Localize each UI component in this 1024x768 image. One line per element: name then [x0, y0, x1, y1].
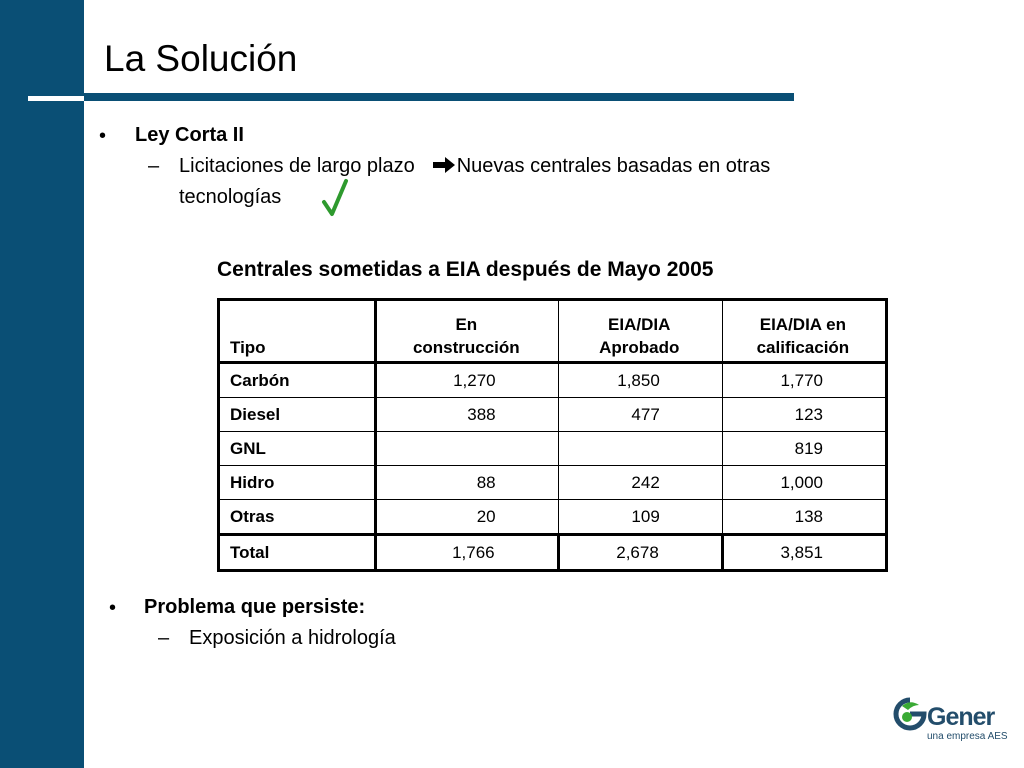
table-row — [219, 363, 887, 398]
table-row — [219, 466, 887, 500]
table-header-row — [219, 300, 887, 363]
table-caption: Centrales sometidas a EIA después de Mayo 2005 — [217, 258, 714, 281]
sub-bullet-tecnologias: tecnologías — [179, 186, 282, 208]
row-label: Otras — [219, 500, 376, 535]
bullet-problema: Problema que persiste: — [144, 596, 366, 618]
cell-value: 3,851 — [722, 535, 886, 571]
cell-value — [558, 432, 722, 466]
cell-value: 388 — [376, 398, 559, 432]
cell-value: 1,000 — [722, 466, 886, 500]
header-en-construccion: En construcción — [376, 300, 559, 363]
cell-value: 1,270 — [376, 363, 559, 398]
slide-title: La Solución — [104, 38, 298, 79]
cell-value: 477 — [558, 398, 722, 432]
table-total-row — [219, 535, 887, 571]
row-label: Carbón — [219, 363, 376, 398]
cell-value: 123 — [722, 398, 886, 432]
nuevas-centrales-text: Nuevas centrales basadas en otras — [456, 155, 771, 177]
cell-value — [376, 432, 559, 466]
table-row — [219, 432, 887, 466]
header-tipo: Tipo — [219, 300, 376, 363]
sub-bullet-hidrologia: Exposición a hidrología — [189, 627, 396, 649]
row-label: GNL — [219, 432, 376, 466]
title-underline-left-segment — [28, 96, 84, 101]
bullet-marker: • — [109, 597, 117, 619]
cell-value: 242 — [558, 466, 722, 500]
sub-bullet-dash: – — [158, 627, 170, 649]
cell-value: 1,770 — [722, 363, 886, 398]
logo-tagline: una empresa AES — [927, 731, 1008, 742]
centrales-table — [217, 298, 888, 572]
arrow-right-icon — [433, 157, 455, 173]
header-eia-calificacion: EIA/DIA en calificación — [722, 300, 886, 363]
cell-value: 2,678 — [558, 535, 722, 571]
sub-bullet-licitaciones — [179, 155, 770, 178]
cell-value: 20 — [376, 500, 559, 535]
row-label: Total — [219, 535, 376, 571]
title-underline — [84, 93, 794, 101]
gener-logo-mark — [893, 697, 927, 731]
table-row — [219, 500, 887, 535]
bullet-marker: • — [99, 125, 107, 147]
cell-value: 88 — [376, 466, 559, 500]
cell-value: 1,766 — [376, 535, 559, 571]
bullet-ley-corta: Ley Corta II — [135, 124, 244, 146]
cell-value: 1,850 — [558, 363, 722, 398]
table-row — [219, 398, 887, 432]
cell-value: 819 — [722, 432, 886, 466]
cell-value: 138 — [722, 500, 886, 535]
cell-value: 109 — [558, 500, 722, 535]
left-accent-bar — [0, 0, 84, 768]
row-label: Diesel — [219, 398, 376, 432]
header-eia-aprobado: EIA/DIA Aprobado — [558, 300, 722, 363]
licitaciones-text: Licitaciones de largo plazo — [179, 155, 415, 177]
row-label: Hidro — [219, 466, 376, 500]
sub-bullet-dash: – — [148, 155, 160, 177]
checkmark-icon — [321, 178, 349, 218]
logo-wordmark: Gener — [927, 703, 995, 731]
